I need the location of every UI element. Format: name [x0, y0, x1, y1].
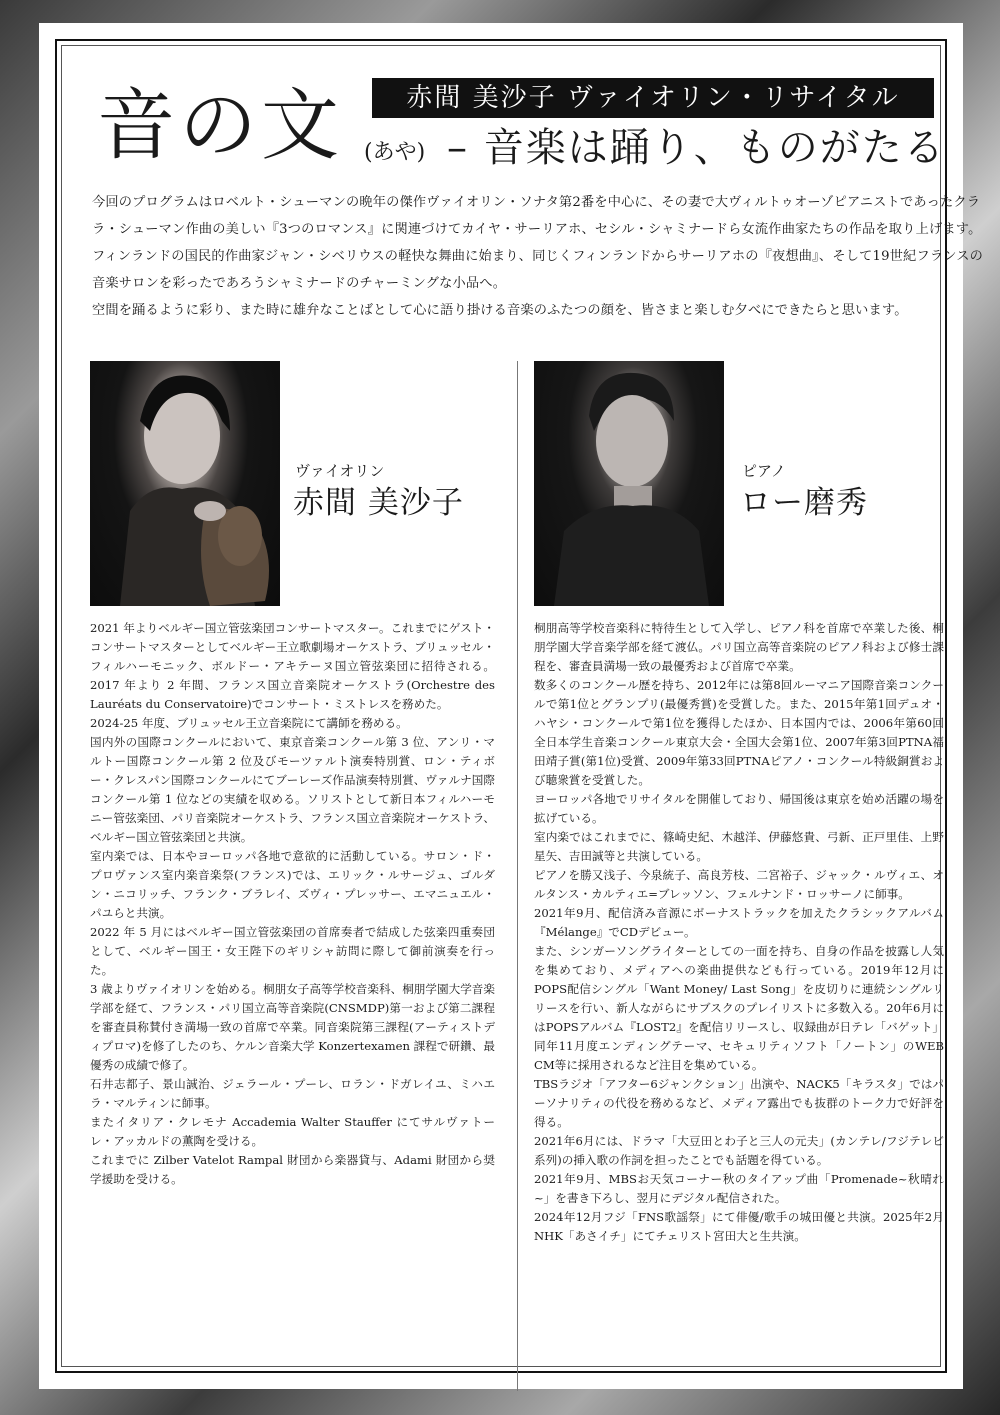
- bio-paragraph: 2021 年よりベルギー国立管弦楽団コンサートマスター。これまでにゲスト・コンサートマスターとしてベルギー王立歌劇場オーケストラ、ブリュッセル・フィルハーモニック、ボルドー・アキテーヌ国立管弦楽団に招待される。2017 年より 2 年間、フランス国立音楽院オーケストラ(Orchestre des Lauréats du Conservatoire)でコンサート・ミストレスを務めた。: [90, 621, 495, 711]
- bio-paragraph: 数多くのコンクール歴を持ち、2012年には第8回ルーマニア国際音楽コンクールで第1位とグランプリ(最優秀賞)を受賞した。また、2015年第1回デュオ・ハヤシ・コンクールで第1位を獲得したほか、日本国内では、2006年第60回全日本学生音楽コンクール東京大会・全国大会第1位、2007年第3回PTNA福田靖子賞(第1位)受賞、2009年第33回PTNAピアノ・コンクール特級銅賞および聴衆賞を受賞した。: [534, 678, 944, 787]
- bio-paragraph: TBSラジオ「アフター6ジャンクション」出演や、NACK5「キラスタ」ではパーソナリティの代役を務めるなど、メディア露出でも抜群のトーク力で好評を得る。: [534, 1077, 944, 1129]
- title-reading: (あや): [364, 140, 426, 165]
- intro-line: フィンランドの国民的作曲家ジャン・シベリウスの軽快な舞曲に始まり、同じくフィンランドからサーリアホの『夜想曲』、そして19世紀フランスの: [92, 249, 983, 264]
- bio-paragraph: 2024-25 年度、ブリュッセル王立音楽院にて講師を務める。: [90, 716, 408, 730]
- intro-line: ラ・シューマン作曲の美しい『3つのロマンス』に関連づけてカイヤ・サーリアホ、セシル・シャミナードら女流作曲家たちの作品を取り上げます。: [92, 222, 982, 237]
- bio-paragraph: 2021年6月には、ドラマ「大豆田とわ子と三人の元夫」(カンテレ/フジテレビ系列)の挿入歌の作詞を担ったことでも話題を得ている。: [534, 1134, 944, 1167]
- bio-paragraph: 2024年12月フジ「FNS歌謡祭」にて俳優/歌手の城田優と共演。2025年2月NHK「あさイチ」にてチェリスト宮田大と生共演。: [534, 1210, 944, 1243]
- main-title: 音の文: [97, 81, 344, 171]
- flyer-sheet: [39, 23, 983, 1389]
- bio-paragraph: ピアノを勝又浅子、今泉統子、高良芳枝、二宮裕子、ジャック・ルヴィエ、オルタンス・カルティエ=ブレッソン、フェルナンド・ロッサーノに師事。: [534, 868, 944, 901]
- double-border-frame: [55, 39, 983, 1373]
- bio-paragraph: 室内楽では、日本やヨーロッパ各地で意欲的に活動している。サロン・ド・プロヴァンス室内楽音楽祭(フランス)では、エリック・ルサージュ、ゴルダン・ニコリッチ、フランク・ブラレイ、ズヴィ・プレッサー、エマニュエル・パユらと共演。: [90, 849, 495, 920]
- title-subtitle: – 音楽は踊り、ものがたる: [447, 125, 946, 171]
- bio-paragraph: また、シンガーソングライターとしての一面を持ち、自身の作品を披露し人気を集めており、メディアへの楽曲提供なども行っている。2019年12月にPOPS配信シングル「Want Money/ Last Song」を皮切りに連続シングルリリースを行い、新人ながらにサブスクのプレイリストに多数入る。20年6月にはPOPSアルバム『LOST2』を配信リリースし、収録曲が日テレ「バゲット」同年11月度エンディングテーマ、セキュリティソフト「ノートン」のWEB CM等に採用されるなど注目を集めている。: [534, 944, 944, 1072]
- bio-paragraph: 国内外の国際コンクールにおいて、東京音楽コンクール第 3 位、アンリ・マルトー国際コンクール第 2 位及びモーツァルト演奏特別賞、ロン・ティボー・クレスパン国際コンクールにてブーレーズ作品演奏特別賞、ヴァルナ国際コンクール第 1 位などの実績を収める。ソリストとして新日本フィルハーモニー管弦楽団、パリ音楽院オーケストラ、フランス国立音楽院オーケストラ、ベルギー国立管弦楽団と共演。: [90, 735, 495, 844]
- intro-text: [92, 189, 983, 324]
- bio-paragraph: 2021年9月、MBSお天気コーナー秋のタイアップ曲「Promenade~秋晴れ~」を書き下ろし、翌月にデジタル配信された。: [534, 1172, 944, 1205]
- pianist-role: ピアノ: [742, 462, 786, 480]
- intro-line: 音楽サロンを彩ったであろうシャミナードのチャーミングな小品へ。: [92, 276, 507, 291]
- bio-paragraph: 3 歳よりヴァイオリンを始める。桐朋女子高等学校音楽科、桐朋学園大学音楽学部を経て、フランス・パリ国立高等音楽院(CNSMDP)第一および第二課程を審査員称賛付き満場一致の首席で卒業。同音楽院第三課程(アーティストディプロマ)を修了したのち、ケルン音楽大学 Konzertexamen 課程で研鑽、最優秀の成績で修了。: [90, 982, 495, 1072]
- violinist-photo: [90, 361, 280, 606]
- pianist-photo: [534, 361, 724, 606]
- pianist-name: ロー磨秀: [740, 485, 868, 521]
- bio-paragraph: またイタリア・クレモナ Accademia Walter Stauffer にてサルヴァトーレ・アッカルドの薫陶を受ける。: [90, 1115, 495, 1148]
- bio-paragraph: これまでに Zilber Vatelot Rampal 財団から楽器貸与、Adami 財団から奨学援助を受ける。: [90, 1153, 495, 1186]
- intro-line: 空間を踊るように彩り、また時に雄弁なことばとして心に語り掛ける音楽のふたつの顔を、皆さまと楽しむ夕べにできたらと思います。: [92, 303, 908, 318]
- bio-paragraph: 2021年9月、配信済み音源にボーナストラックを加えたクラシックアルバム『Mélange』でCDデビュー。: [534, 906, 944, 939]
- bio-paragraph: 石井志都子、景山誠治、ジェラール・プーレ、ロラン・ドガレイユ、ミハエラ・マルティンに師事。: [90, 1077, 495, 1110]
- column-divider: [517, 361, 518, 1391]
- bio-paragraph: 室内楽ではこれまでに、篠崎史紀、木越洋、伊藤悠貴、弓新、正戸里佳、上野星矢、吉田誠等と共演している。: [534, 830, 944, 863]
- violinist-name: 赤間 美沙子: [293, 485, 464, 521]
- bio-paragraph: 2022 年 5 月にはベルギー国立管弦楽団の首席奏者で結成した弦楽四重奏団として、ベルギー国王・女王陛下のギリシャ訪問に際して御前演奏を行った。: [90, 925, 495, 977]
- bio-paragraph: 桐朋高等学校音楽科に特待生として入学し、ピアノ科を首席で卒業した後、桐朋学園大学音楽学部を経て渡仏。パリ国立高等音楽院のピアノ科および修士課程を、審査員満場一致の最優秀および首席で卒業。: [534, 621, 944, 673]
- intro-line: 今回のプログラムはロベルト・シューマンの晩年の傑作ヴァイオリン・ソナタ第2番を中心に、その妻で大ヴィルトゥオーゾピアニストであったクラ: [92, 195, 981, 210]
- pianist-bio: [534, 619, 944, 1246]
- bio-paragraph: ヨーロッパ各地でリサイタルを開催しており、帰国後は東京を始め活躍の場を拡げている。: [534, 792, 944, 825]
- violinist-role: ヴァイオリン: [295, 462, 385, 480]
- title-banner: 赤間 美沙子 ヴァイオリン・リサイタル: [372, 78, 934, 118]
- violinist-bio: [90, 619, 495, 1189]
